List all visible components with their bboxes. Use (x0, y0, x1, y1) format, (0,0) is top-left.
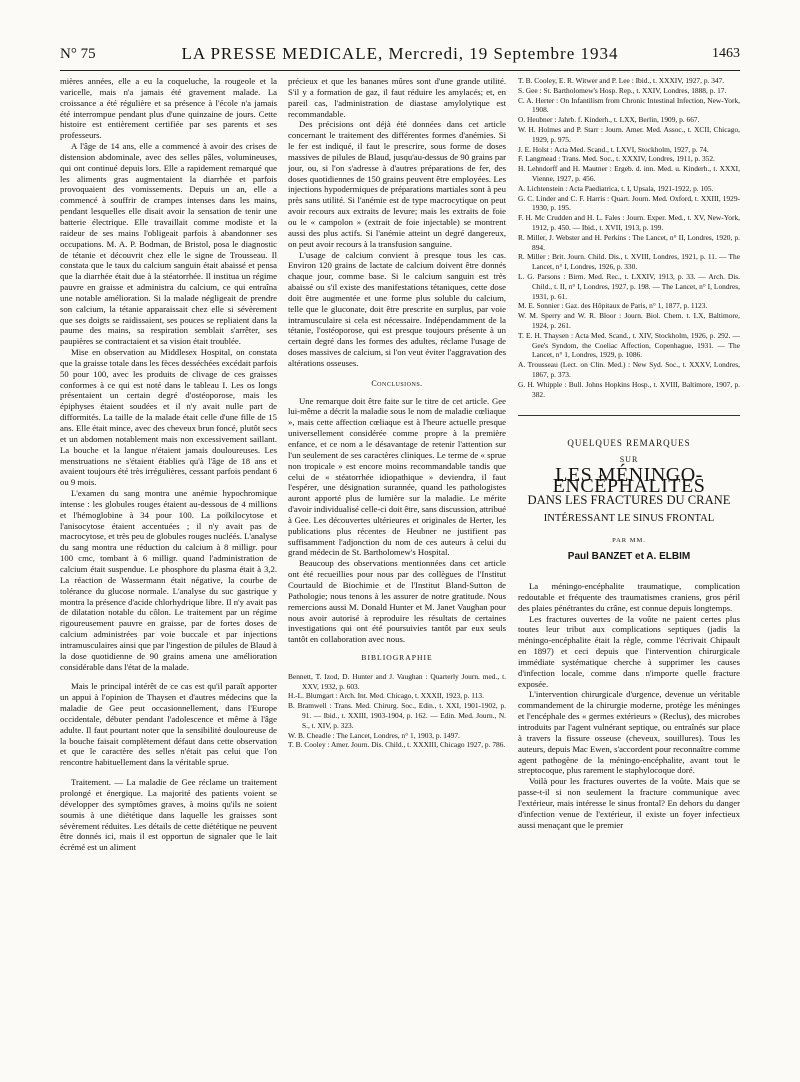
paragraph: mières années, elle a eu la coqueluche, la rougeole et la varicelle, mais n'a jamais été gravement malade. La croissance a été régulière et sa présence à l'école n'a jamais été interrompue pendant plus d'une quinzaine de jours. Cette histoire est entièrement certifiée par ses parents et ses professeurs. (60, 76, 277, 141)
paragraph: A l'âge de 14 ans, elle a commencé à avoir des crises de distension abdominale, avec des selles pâles, volumineuses, qui ont continué depuis lors. Elle a rapidement remarqué que les aliments gras augmentaient la diarrhée et parfois provoquaient des vomissements. Depuis un an, elle a commencé à souffrir de crampes intenses dans les mains, pendant lesquelles elle disait avoir la sensation de tenir une batterie électrique. Elle travaillait comme modiste et la raideur de ses mains l'obligeait parfois à abandonner ses occupations. M. A. P. Bodman, de Bristol, posa le diagnostic de tétanie et découvrit chez elle le signe de Trousseau. Il constata que le taux du calcium sanguin était abaissé et pensa que la diarrhée était due à la stéatorrhée. Il institua un régime pauvre en graisse et administra du calcium, ce qui entraîna une notable amélioration. Si la malade négligeait de prendre son calcium, la tétanie apparaissait chez elle si sévèrement que ses doigts se raidissaient, ses pouces se repliaient dans la paume des mains, sa respiration semblait s'arrêter, ses paupières se contractaient et sa vision était troublée. (60, 141, 277, 347)
bib-entry: H.-L. Blumgart : Arch. Int. Med. Chicago, t. XXXII, 1923, p. 113. (288, 691, 484, 701)
article-separator (518, 415, 740, 416)
paragraph: Des précisions ont déjà été données dans cet article concernant le traitement des différentes formes d'anémies. Si le fer est indiqué, il faut le prescrire, sous forme de doses massives de pilules de Blaud, jusqu'au-dessus de 90 grains par jour, ou, si l'on s'adresse à d'autres préparations de fer, des doses quotidiennes de 150 grains peuvent être employées. Les injections hypodermiques de préparations martiales sont à peu près sans utilité. Si l'anémie est de type macrocytique on peut avoir recours aux extraits de levure; mais les extraits de foie ou le « campolon » (extrait de foie injectable) se montrent aussi des plus actifs. Si l'anémie atteint un degré dangereux, on peut avoir recours à la transfusion sanguine. (288, 119, 506, 249)
paragraph: précieux et que les bananes mûres sont d'une grande utilité. S'il y a formation de gaz, il faut réduire les amylacés; et, en pareil cas, l'administration de diastase amylolytique est recommandable. (288, 76, 506, 119)
issue-number: N° 75 (60, 46, 96, 62)
page-number: 1463 (712, 46, 740, 61)
bib-entry: Bennett, T. Izod, D. Hunter and J. Vaughan : Quarterly Journ. med., t. XXV, 1932, p. 603. (288, 671, 506, 691)
article-authors: Paul BANZET et A. ELBIM (567, 551, 691, 563)
bib-entry: B. Bramwell : Trans. Med. Chirurg. Soc., Edin., t. XXI, 1901-1902, p. 91. — Ibid., t. XXIII, 1903-1904, p. 162. — Edin. Med. Journ., N. S., t. XIV, p. 323. (288, 701, 506, 730)
paragraph: Beaucoup des observations mentionnées dans cet article ont été recueillies pour nous par des collègues de l'Institut Courtauld de Biochimie et de l'Institut Bland-Sutton de Pathologie; nous tenons à les assurer de notre gratitude. Nous remercions aussi M. Donald Hunter et M. Janet Vaughan pour nous avoir autorisé à reproduire les résultats de certaines investigations qui ont été poursuivies tantôt par eux seuls tantôt en collaboration avec nous. (288, 558, 506, 645)
running-title: LA PRESSE MEDICALE, Mercredi, 19 Septembre 1934 (181, 44, 619, 63)
bib-entry: M. E. Sonnier : Gaz. des Hôpitaux de Paris, n° 1, 1877, p. 1123. (518, 301, 708, 311)
section-heading: Conclusions. (371, 378, 423, 388)
paragraph: L'usage de calcium convient à presque tous les cas. Environ 120 grains de lactate de calcium doivent être donnés chaque jour, comme base. Si le calcium sanguin est très abaissé ou s'il existe des manifestations tétaniques, cette dose doit être augmentée et une forme plus soluble du calcium, telle que le gluconate, doit être prescrite en surplus, par voie intramusculaire si cela est nécessaire. Indépendamment de la tétanie, l'ostéoporose, qui est presque toujours présente à un certain degré dans les formes des adultes, réclame l'usage de doses massives de calcium, si l'on veut éviter l'aggravation des altérations osseuses. (288, 249, 506, 368)
article-kicker: QUELQUES REMARQUES (567, 438, 691, 449)
bib-entry: O. Heubner : Jahrb. f. Kinderh., t. LXX, Berlin, 1909, p. 667. (518, 115, 700, 125)
spacer (60, 768, 277, 777)
article-par: PAR MM. (612, 537, 646, 545)
article-subtitle: DANS LES FRACTURES DU CRANE (527, 492, 731, 507)
article-body (518, 581, 740, 830)
article-header (518, 438, 740, 563)
bib-entry: C. A. Herter : On Infantilism from Chronic Intestinal Infection, New-York, 1908. (518, 95, 740, 115)
paragraph: La méningo-encéphalite traumatique, complication redoutable et fréquente des traumatismes craniens, gros péril des plaies pénétrantes du crâne, est connue depuis longtemps. (518, 581, 740, 613)
article-subtitle-2: INTÉRESSANT LE SINUS FRONTAL (543, 512, 715, 524)
article-title: LES MÉNINGO-ENCÉPHALITES (552, 463, 706, 497)
bib-entry: W. B. Cheadle : The Lancet, Londres, n° 1, 1903, p. 1497. (288, 730, 460, 740)
bib-entry: F. Langmead : Trans. Med. Soc., t. XXXIV, Londres, 1911, p. 352. (518, 154, 715, 164)
column-2 (288, 76, 506, 1076)
bib-entry: T. B. Cooley, E. R. Witwer and P. Lee : Ibid., t. XXXIV, 1927, p. 347. (518, 76, 725, 85)
paragraph: Une remarque doit être faite sur le titre de cet article. Gee lui-même a décrit la maladie sous le nom de maladie cœliaque », mais cette affection cœliaque est à l'heure actuelle presque universellement considérée comme propre à la première enfance, et ce nom a le désavantage de retenir l'attention sur l'un seulement de ses caractères cliniques. Le terme de « sprue non tropicale » est encore moins recommandable tandis que celui de « stéatorrhée idiopathique » deviendra, il faut l'espérer, une désignation surannée, quand les pathologistes auront apporté plus de lumière sur la maladie. Le mérite d'avoir individualisé celle-ci doit être, sans discussion, attribué à Gee. Les découvertes ultérieures et originales de Herter, les publications plus récentes de Heubner ne justifient pas suffisamment l'adjonction du nom de ces auteurs à celui du grand médecin de St. Bartholomew's Hospital. (288, 395, 506, 558)
paragraph: Mise en observation au Middlesex Hospital, on constata que la graisse totale dans les fèces desséchées excédait parfois 50 pour 100, avec les produits de clivage de ces graisses conformes à ce qui est noté dans le tableau I. Les os longs présentaient un certain degré d'ostéoporose, mais les épiphyses étaient soudées et il n'y avait nulle part de difformités. La taille de la malade était celle d'une fille de 15 ans. Elle était mince, avec des cheveux brun foncé, plutôt secs et un abdomen notablement mais non excessivement saillant. La bouche et la langue n'étaient jamais douloureuses. Les menstruations ne s'étaient établies qu'à l'âge de 18 ans et avaient toujours été très irrégulières, cessant parfois pendant 6 ou 9 mois. (60, 347, 277, 488)
bib-entry: R. Miller : Brit. Journ. Child. Dis., t. XVIII, Londres, 1921, p. 11. — The Lancet, n° I, Londres, 1926, p. 330. (518, 252, 740, 272)
header-rule (60, 70, 740, 71)
page-header (60, 44, 740, 72)
bib-entry: F. H. Mc Crudden and H. L. Fales : Journ. Exper. Med., t. XV, New-York, 1912, p. 450. — Ibid., t. XVII, 1913, p. 199. (518, 213, 740, 232)
bib-entry: R. Miller, J. Webster and H. Perkins : The Lancet, n° II, Londres, 1920, p. 894. (518, 232, 740, 252)
bib-entry: W. M. Sperry and W. R. Bloor : Journ. Biol. Chem. t. LX, Baltimore, 1924, p. 261. (518, 311, 740, 330)
paragraph: Mais le principal intérêt de ce cas est qu'il paraît apporter un appui à l'opinion de Thaysen et d'autres médecins que la maladie de Gee peut occasionnellement, dans l'Europe occidentale, débuter pendant l'adolescence et même à l'âge adulte. Il faut pourtant noter que la sensibilité douloureuse de la bouche faisait complètement défaut dans cette observation et que le caractère des selles n'était pas celui que l'on rencontre habituellement dans la véritable sprue. (60, 681, 277, 768)
bib-entry: S. Gee : St. Bartholomew's Hosp. Rep., t. XXIV, Londres, 1888, p. 17. (518, 85, 727, 95)
paragraph: L'examen du sang montra une anémie hypochromique intense : les globules rouges étaient au-dessous de 4 millions et l'hémoglobine à 34 pour 100. La poïkilocytose et l'anisocytose étaient accentuées ; il n'y avait pas de macrocytose, et très peu de globules rouges nucléés. L'analyse du sang montra une réduction du calcium à 8 milligr. pour 100 cmc, tombant à 6 milligr. quand l'administration de calcium était suspendue. Le phosphore du plasma était à 3,2. La réaction de Wassermann était négative, la courbe de tolérance du glucose normale. L'analyse du suc gastrique y montra la présence d'acide chlorhydrique libre. Il n'y avait pas de dilatation notable du côlon. Le traitement par un régime rigoureusement pauvre en graisse, par de fortes doses de calcium administrées par voie buccale et par injections intramusculaires ainsi que par l'ingestion de pilules de Blaud à la dose quotidienne de 90 grains amena une amélioration considérable dans l'état de la malade. (60, 488, 277, 672)
bib-entry: A. Trousseau (Lect. on Clin. Med.) : New Syd. Soc., t. XXXV, Londres, 1867, p. 373. (518, 360, 740, 379)
bib-entry: J. E. Holst : Acta Med. Scand., t. LXVI, Stockholm, 1927, p. 74. (518, 144, 709, 154)
paragraph: Traitement. — La maladie de Gee réclame un traitement prolongé et énergique. La majorité des patients voient se développer des symptômes graves, à moins qu'ils ne soient soumis à une diététique dans laquelle les graisses sont sévèrement réduites. Les détails de cette diététique ne peuvent être donnés ici, mais il est opportun de signaler que le lait écrémé est un aliment (60, 777, 277, 853)
article-sur: SUR (619, 455, 639, 465)
bib-entry: G. H. Whipple : Bull. Johns Hopkins Hosp., t. XVIII, Baltimore, 1907, p. 382. (518, 379, 740, 399)
bib-entry: G. C. Linder and C. F. Harris : Quart. Journ. Med. Oxford, t. XXIII, 1929-1930, p. 195. (518, 193, 740, 213)
bibliography-title: BIBLIOGRAPHIE (361, 653, 433, 663)
bib-entry: L. G. Parsons : Birm. Med. Rec., t. LXXIV, 1913, p. 33. — Arch. Dis. Child., t. II, n° I, Londres, 1927, p. 198. — The Lancet, n° I, Londres, 1931, p. 61. (518, 271, 740, 301)
column-1 (60, 76, 277, 1076)
bib-entry: W. H. Holmes and P. Starr : Journ. Amer. Med. Assoc., t. XCII, Chicago, 1929, p. 975. (518, 124, 740, 144)
bib-entry: T. B. Cooley : Amer. Journ. Dis. Child., t. XXXIII, Chicago 1927, p. 786. (288, 740, 506, 750)
column-3 (518, 76, 740, 1076)
paragraph: L'intervention chirurgicale d'urgence, devenue un véritable commandement de la chirurgie moderne, protège les méninges et l'encéphale des « germes extérieurs » (Reclus), des microbes introduits par l'agent vulnérant septique, ou entraînés sur place à travers la fissure osseuse (cheveux, souillures). Tous les auteurs, depuis Mac Ewen, s'accordent pour reconnaître comme agent pathogène de la méningo-encéphalite, avant tout le streptocoque, plus rarement le staphylocoque doré. (518, 689, 740, 776)
bib-entry: A. Lichtenstein : Acta Paediatrica, t. I, Upsala, 1921-1922, p. 105. (518, 183, 714, 193)
bib-entry: T. E. H. Thaysen : Acta Med. Scand., t. XIV, Stockholm, 1926, p. 292. — Gee's Syndom, the Coeliac Affection, Copenhague, 1931. — The Lancet, n° 1, Londres, 1929, p. 1086. (518, 330, 740, 360)
paragraph: Les fractures ouvertes de la voûte ne paient certes plus toutes leur tribut aux complications septiques (jadis la méningo-encéphalite était la règle, comme l'écrivait Chipault en 1897) et ceci depuis que l'intervention chirurgicale immédiate systématique cherche à supprimer les causes d'infection locale, comme dans n'importe quelle fracture exposée. (518, 613, 740, 689)
spacer (60, 672, 277, 681)
paragraph: Voilà pour les fractures ouvertes de la voûte. Mais que se passe-t-il si non seulement la fracture communique avec l'extérieur, mais intéresse le sinus frontal? En dehors du danger d'infection venue de l'extérieur, il existe un foyer infectieux aussi menaçant que le premier (518, 776, 740, 830)
bib-entry: H. Lehndorff and H. Mautner : Ergeb. d. inn. Med. u. Kinderh., t. XXXI, Vienne, 1927, p. 456. (518, 164, 740, 183)
